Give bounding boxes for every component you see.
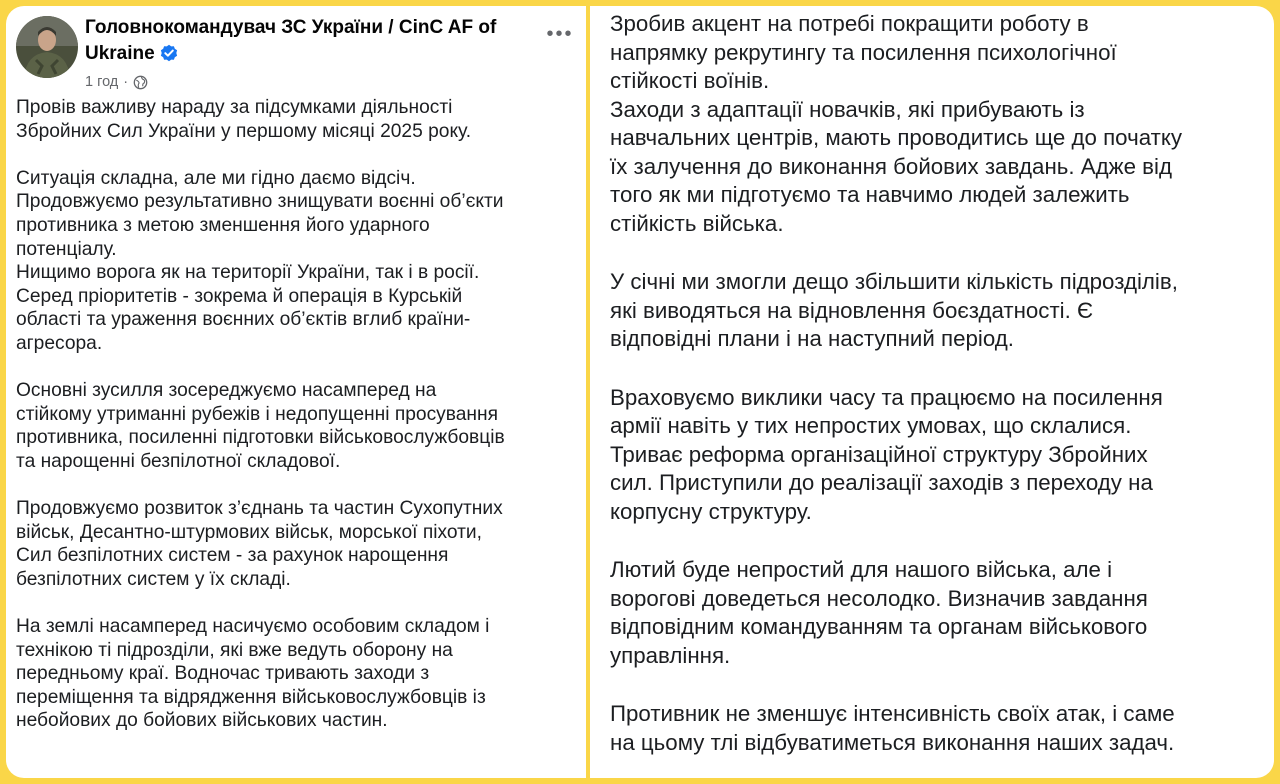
text-line: відповідні плани і на наступний період. [610, 326, 1014, 351]
post-meta [85, 72, 148, 92]
globe-icon[interactable] [133, 75, 148, 90]
author-name-line2[interactable]: Ukraine [85, 43, 155, 64]
post-left-panel [6, 6, 586, 778]
text-line: армії навіть у тих непростих умовах, що склалися. [610, 413, 1132, 438]
text-line: небойових до бойових військових частин. [16, 710, 388, 732]
meta-separator: · [123, 74, 129, 90]
text-line: сил. Приступили до реалізації заходів з переходу на [610, 470, 1153, 495]
text-line: напрямку рекрутингу та посилення психологічної [610, 39, 1117, 65]
text-line: У січні ми змогли дещо збільшити кількість підрозділів, [610, 269, 1178, 294]
text-line: того як ми підготуємо та навчимо людей залежить [610, 182, 1130, 207]
text-line: передньому краї. Водночас тривають заходи з [16, 663, 430, 685]
post-body-left [16, 96, 582, 757]
verified-badge-icon [160, 44, 178, 62]
text-line: агресора. [16, 332, 103, 354]
text-line: Провів важливу нараду за підсумками діяльності [16, 97, 453, 118]
text-line: області та ураження воєнних об’єктів вглиб країни- [16, 309, 471, 331]
text-line: Сил безпілотних систем - за рахунок нарощення [16, 545, 449, 567]
post-paragraph [610, 10, 1270, 238]
text-line: потенціалу. [16, 238, 117, 260]
post-body-right [610, 10, 1270, 778]
text-line: Продовжуємо результативно знищувати воєнні об’єкти [16, 191, 504, 213]
text-line: На землі насамперед насичуємо особовим складом і [16, 616, 490, 638]
text-line: стійкість війська. [610, 210, 784, 236]
post-timestamp[interactable]: 1 год [85, 74, 119, 90]
post-paragraph [610, 556, 1270, 670]
text-line: переміщення та відрядження військовослужбовців із [16, 686, 486, 708]
text-line: ворогові доведеться несолодко. Визначив завдання [610, 585, 1148, 611]
text-line: противника, посиленні підготовки військовослужбовців [16, 427, 505, 449]
text-line: які виводяться на відновлення боєздатності. Є [610, 297, 1094, 323]
post-paragraph [16, 497, 582, 591]
text-line: Нищимо ворога як на території України, так і в росії. [16, 262, 480, 284]
post-paragraph [610, 268, 1270, 354]
post-paragraph [16, 96, 582, 143]
text-line: Ситуація складна, але ми гідно даємо відсіч. [16, 167, 416, 189]
text-line: військ, Десантно-штурмових військ, морської піхоти, [16, 521, 482, 543]
post-paragraph [16, 167, 582, 356]
post-paragraph [610, 384, 1270, 527]
text-line: противника з метою зменшення його ударного [16, 214, 430, 236]
post-paragraph [16, 379, 582, 473]
text-line: Продовжуємо розвиток з’єднань та частин Сухопутних [16, 498, 503, 520]
text-line: та нарощенні безпілотної складової. [16, 450, 341, 472]
text-line: Зробив акцент на потребі покращити роботу в [610, 11, 1089, 36]
text-line: безпілотних систем у їх складі. [16, 568, 291, 590]
text-line: стійкому утриманні рубежів і недопущенні просування [16, 403, 498, 425]
text-line: Противник не зменшує інтенсивність своїх атак, і саме [610, 701, 1175, 726]
text-line: корпусну структуру. [610, 498, 812, 524]
author-name-line1[interactable]: Головнокомандувач ЗС України / CinC AF of [85, 17, 497, 38]
text-line: Збройних Сил України у першому місяці 2025 року. [16, 120, 472, 142]
author-avatar[interactable] [16, 16, 78, 78]
text-line: стійкості воїнів. [610, 68, 770, 93]
text-line: навчальних центрів, мають проводитись ще до початку [610, 125, 1182, 150]
text-line: на цьому тлі відбуватиметься виконання наших задач. [610, 729, 1175, 755]
text-line: Серед пріоритетів - зокрема й операція в Курській [16, 285, 463, 307]
post-right-panel [590, 6, 1274, 778]
post-paragraph [610, 700, 1270, 757]
text-line: їх залучення до виконання бойових завдань. Адже від [610, 153, 1172, 179]
text-line: Заходи з адаптації новачків, які прибувають із [610, 96, 1085, 122]
post-paragraph [16, 615, 582, 733]
text-line: технікою ті підрозділи, які вже ведуть оборону на [16, 639, 453, 661]
text-line: відповідним командуванням та органам військового [610, 614, 1148, 639]
author-name[interactable] [85, 15, 525, 67]
text-line: управління. [610, 642, 731, 668]
text-line: Триває реформа організаційної структуру Збройних [610, 441, 1148, 467]
text-line: Лютий буде непростий для нашого війська, але і [610, 557, 1113, 582]
more-options-button[interactable]: ••• [546, 22, 574, 45]
text-line: Враховуємо виклики часу та працюємо на посилення [610, 384, 1163, 410]
text-line: Основні зусилля зосереджуємо насамперед на [16, 380, 437, 402]
